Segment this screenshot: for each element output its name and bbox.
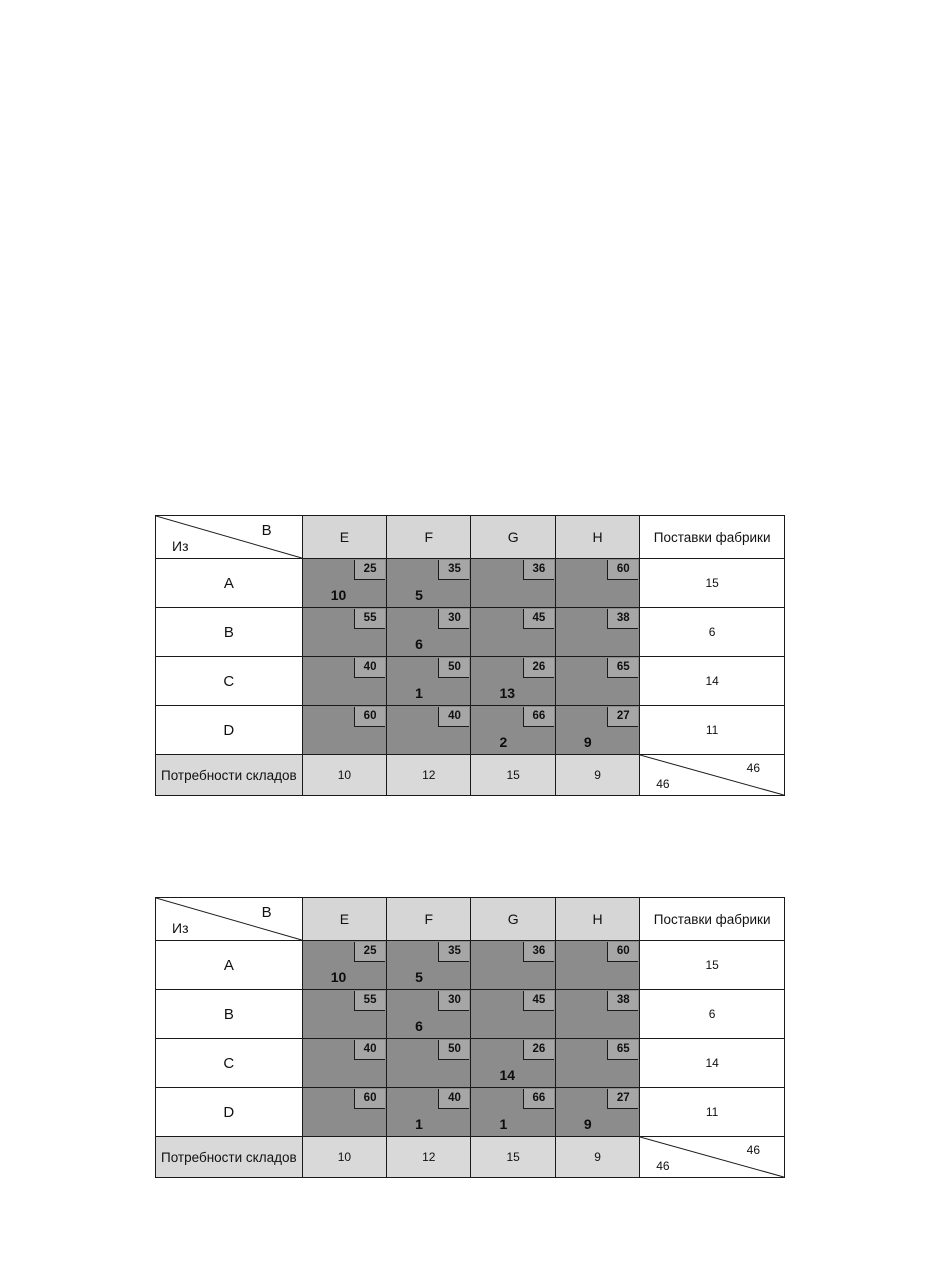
allocation: 1 bbox=[415, 685, 423, 701]
allocation: 5 bbox=[415, 587, 423, 603]
totals-cell bbox=[640, 755, 785, 796]
cost-cell bbox=[387, 657, 471, 706]
demand-row bbox=[156, 755, 785, 796]
supply-value: 14 bbox=[640, 657, 785, 706]
unit-cost: 60 bbox=[354, 1089, 385, 1109]
dest-header: G bbox=[471, 898, 555, 941]
dest-header: G bbox=[471, 516, 555, 559]
cost-cell bbox=[302, 941, 386, 990]
source-label: B bbox=[156, 990, 303, 1039]
supply-value: 11 bbox=[640, 1088, 785, 1137]
unit-cost: 65 bbox=[607, 1040, 638, 1060]
unit-cost: 30 bbox=[438, 609, 469, 629]
table-row bbox=[156, 990, 785, 1039]
transport-table-2 bbox=[155, 897, 785, 1178]
total-demand: 46 bbox=[656, 1159, 670, 1173]
allocation: 5 bbox=[415, 969, 423, 985]
cost-cell bbox=[555, 1039, 639, 1088]
cost-cell bbox=[387, 941, 471, 990]
to-label: В bbox=[261, 522, 272, 539]
cost-cell bbox=[555, 559, 639, 608]
table-row bbox=[156, 608, 785, 657]
unit-cost: 45 bbox=[523, 609, 554, 629]
cost-cell bbox=[387, 990, 471, 1039]
unit-cost: 35 bbox=[438, 942, 469, 962]
unit-cost: 60 bbox=[354, 707, 385, 727]
cost-cell bbox=[555, 941, 639, 990]
cost-cell bbox=[302, 559, 386, 608]
corner-header bbox=[156, 516, 303, 559]
demand-value: 12 bbox=[387, 755, 471, 796]
dest-header: E bbox=[302, 516, 386, 559]
cost-cell bbox=[387, 608, 471, 657]
unit-cost: 60 bbox=[607, 560, 638, 580]
table-row bbox=[156, 559, 785, 608]
table-row bbox=[156, 1088, 785, 1137]
unit-cost: 45 bbox=[523, 991, 554, 1011]
demand-value: 15 bbox=[471, 1137, 555, 1178]
source-label: D bbox=[156, 1088, 303, 1137]
allocation: 9 bbox=[583, 734, 592, 750]
unit-cost: 38 bbox=[607, 609, 638, 629]
source-label: C bbox=[156, 1039, 303, 1088]
unit-cost: 60 bbox=[607, 942, 638, 962]
unit-cost: 38 bbox=[607, 991, 638, 1011]
allocation: 10 bbox=[330, 969, 347, 985]
from-label: Из bbox=[172, 538, 189, 554]
supply-value: 11 bbox=[640, 706, 785, 755]
totals-cell bbox=[640, 1137, 785, 1178]
allocation: 13 bbox=[499, 685, 516, 701]
supply-value: 15 bbox=[640, 559, 785, 608]
cost-cell bbox=[471, 559, 555, 608]
unit-cost: 40 bbox=[354, 1040, 385, 1060]
transport-table-1 bbox=[155, 515, 785, 796]
cost-cell bbox=[302, 1039, 386, 1088]
cost-cell bbox=[471, 1039, 555, 1088]
unit-cost: 27 bbox=[607, 707, 638, 727]
cost-cell bbox=[555, 608, 639, 657]
cost-cell bbox=[387, 559, 471, 608]
cost-cell bbox=[387, 706, 471, 755]
table-row bbox=[156, 706, 785, 755]
dest-header: F bbox=[387, 516, 471, 559]
allocation: 6 bbox=[415, 636, 423, 652]
unit-cost: 65 bbox=[607, 658, 638, 678]
unit-cost: 27 bbox=[607, 1089, 638, 1109]
total-supply: 46 bbox=[746, 1143, 760, 1157]
to-label: В bbox=[261, 904, 272, 921]
unit-cost: 30 bbox=[438, 991, 469, 1011]
source-label: D bbox=[156, 706, 303, 755]
demand-value: 9 bbox=[555, 755, 639, 796]
allocation: 2 bbox=[499, 734, 508, 750]
cost-cell bbox=[302, 706, 386, 755]
source-label: A bbox=[156, 941, 303, 990]
unit-cost: 35 bbox=[438, 560, 469, 580]
unit-cost: 40 bbox=[438, 1089, 469, 1109]
source-label: A bbox=[156, 559, 303, 608]
cost-cell bbox=[471, 1088, 555, 1137]
unit-cost: 50 bbox=[438, 1040, 469, 1060]
demand-value: 9 bbox=[555, 1137, 639, 1178]
cost-cell bbox=[555, 990, 639, 1039]
unit-cost: 66 bbox=[523, 707, 554, 727]
cost-cell bbox=[387, 1039, 471, 1088]
cost-cell bbox=[555, 657, 639, 706]
demand-value: 10 bbox=[302, 755, 386, 796]
cost-cell bbox=[471, 608, 555, 657]
table-row bbox=[156, 941, 785, 990]
unit-cost: 50 bbox=[438, 658, 469, 678]
total-supply: 46 bbox=[746, 761, 760, 775]
unit-cost: 40 bbox=[438, 707, 469, 727]
dest-header: F bbox=[387, 898, 471, 941]
unit-cost: 36 bbox=[523, 942, 554, 962]
unit-cost: 40 bbox=[354, 658, 385, 678]
cost-cell bbox=[471, 941, 555, 990]
unit-cost: 66 bbox=[523, 1089, 554, 1109]
supply-header: Поставки фабрики bbox=[640, 898, 785, 941]
cost-cell bbox=[471, 657, 555, 706]
unit-cost: 25 bbox=[354, 560, 385, 580]
cost-cell bbox=[302, 1088, 386, 1137]
unit-cost: 55 bbox=[354, 609, 385, 629]
dest-header: E bbox=[302, 898, 386, 941]
supply-value: 15 bbox=[640, 941, 785, 990]
demand-value: 12 bbox=[387, 1137, 471, 1178]
unit-cost: 55 bbox=[354, 991, 385, 1011]
table-row bbox=[156, 1039, 785, 1088]
demand-value: 10 bbox=[302, 1137, 386, 1178]
supply-value: 6 bbox=[640, 990, 785, 1039]
allocation: 1 bbox=[415, 1116, 423, 1132]
demand-label: Потребности складов bbox=[156, 1137, 303, 1178]
table-row bbox=[156, 657, 785, 706]
source-label: C bbox=[156, 657, 303, 706]
dest-header: H bbox=[555, 898, 639, 941]
allocation: 10 bbox=[330, 587, 347, 603]
cost-cell bbox=[387, 1088, 471, 1137]
supply-value: 6 bbox=[640, 608, 785, 657]
allocation: 6 bbox=[415, 1018, 423, 1034]
supply-header: Поставки фабрики bbox=[640, 516, 785, 559]
cost-cell bbox=[302, 657, 386, 706]
unit-cost: 36 bbox=[523, 560, 554, 580]
unit-cost: 25 bbox=[354, 942, 385, 962]
total-demand: 46 bbox=[656, 777, 670, 791]
cost-cell bbox=[555, 706, 639, 755]
demand-value: 15 bbox=[471, 755, 555, 796]
demand-label: Потребности складов bbox=[156, 755, 303, 796]
allocation: 9 bbox=[583, 1116, 592, 1132]
cost-cell bbox=[471, 990, 555, 1039]
supply-value: 14 bbox=[640, 1039, 785, 1088]
cost-cell bbox=[555, 1088, 639, 1137]
unit-cost: 26 bbox=[523, 658, 554, 678]
cost-cell bbox=[302, 990, 386, 1039]
source-label: B bbox=[156, 608, 303, 657]
demand-row bbox=[156, 1137, 785, 1178]
dest-header: H bbox=[555, 516, 639, 559]
allocation: 1 bbox=[499, 1116, 508, 1132]
allocation: 14 bbox=[499, 1067, 516, 1083]
unit-cost: 26 bbox=[523, 1040, 554, 1060]
from-label: Из bbox=[172, 920, 189, 936]
cost-cell bbox=[302, 608, 386, 657]
corner-header bbox=[156, 898, 303, 941]
cost-cell bbox=[471, 706, 555, 755]
